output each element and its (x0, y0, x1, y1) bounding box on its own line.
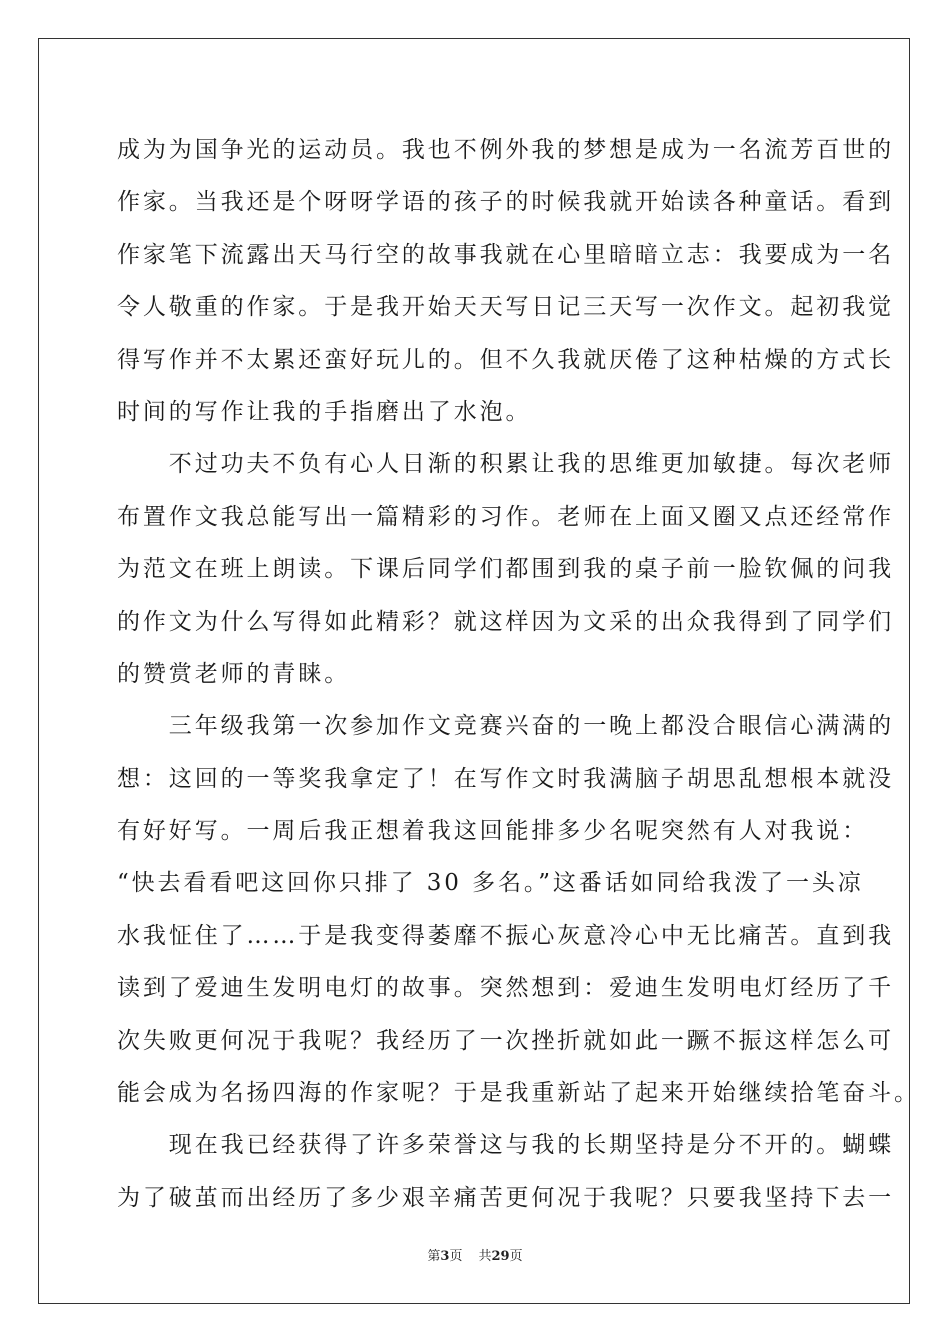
page-suffix: 页 (449, 1249, 463, 1264)
text-line: 作家笔下流露出天马行空的故事我就在心里暗暗立志：我要成为一名 (117, 241, 894, 268)
text-line: 有好好写。一周后我正想着我这回能排多少名呢突然有人对我说： (117, 818, 869, 845)
text-line: 的作文为什么写得如此精彩？就这样因为文采的出众我得到了同学们 (117, 608, 894, 635)
document-body (117, 130, 920, 1230)
total-page-count: 29 (491, 1249, 510, 1264)
current-page-number: 3 (440, 1249, 450, 1264)
text-line: 为了破茧而出经历了多少艰辛痛苦更何况于我呢？只要我坚持下去一 (117, 1184, 894, 1211)
text-line: 时间的写作让我的手指磨出了水泡。 (117, 398, 532, 425)
text-line: 布置作文我总能写出一篇精彩的习作。老师在上面又圈又点还经常作 (117, 503, 894, 530)
text-line: 成为为国争光的运动员。我也不例外我的梦想是成为一名流芳百世的 (117, 137, 894, 163)
text-line: 现在我已经获得了许多荣誉这与我的长期坚持是分不开的。蝴蝶 (117, 1132, 894, 1159)
text-line: 作家。当我还是个呀呀学语的孩子的时候我就开始读各种童话。看到 (117, 189, 894, 216)
text-line: 水我怔住了……于是我变得萎靡不振心灰意冷心中无比痛苦。直到我 (117, 922, 894, 949)
text-line: 为范文在班上朗读。下课后同学们都围到我的桌子前一脸钦佩的问我 (117, 556, 894, 583)
text-line: 得写作并不太累还蛮好玩儿的。但不久我就厌倦了这种枯燥的方式长 (117, 346, 894, 373)
text-line: 的赞赏老师的青睐。 (117, 660, 351, 687)
total-suffix: 页 (509, 1249, 523, 1264)
text-line: 令人敬重的作家。于是我开始天天写日记三天写一次作文。起初我觉 (117, 294, 894, 321)
page-footer (0, 1245, 950, 1264)
text-line: 读到了爱迪生发明电灯的故事。突然想到：爱迪生发明电灯经历了千 (117, 975, 894, 1002)
text-line: 三年级我第一次参加作文竞赛兴奋的一晚上都没合眼信心满满的 (117, 713, 894, 740)
text-line: 想：这回的一等奖我拿定了！在写作文时我满脑子胡思乱想根本就没 (117, 765, 894, 792)
text-line: “快去看看吧这回你只排了 30 多名。”这番话如同给我泼了一头凉 (117, 870, 864, 897)
text-line: 不过功夫不负有心人日渐的积累让我的思维更加敏捷。每次老师 (117, 451, 894, 478)
text-line: 次失败更何况于我呢？我经历了一次挫折就如此一蹶不振这样怎么可 (117, 1027, 894, 1054)
total-prefix: 共 (478, 1249, 492, 1264)
text-line: 能会成为名扬四海的作家呢？于是我重新站了起来开始继续拾笔奋斗。 (117, 1080, 920, 1107)
page-prefix: 第 (427, 1249, 441, 1264)
